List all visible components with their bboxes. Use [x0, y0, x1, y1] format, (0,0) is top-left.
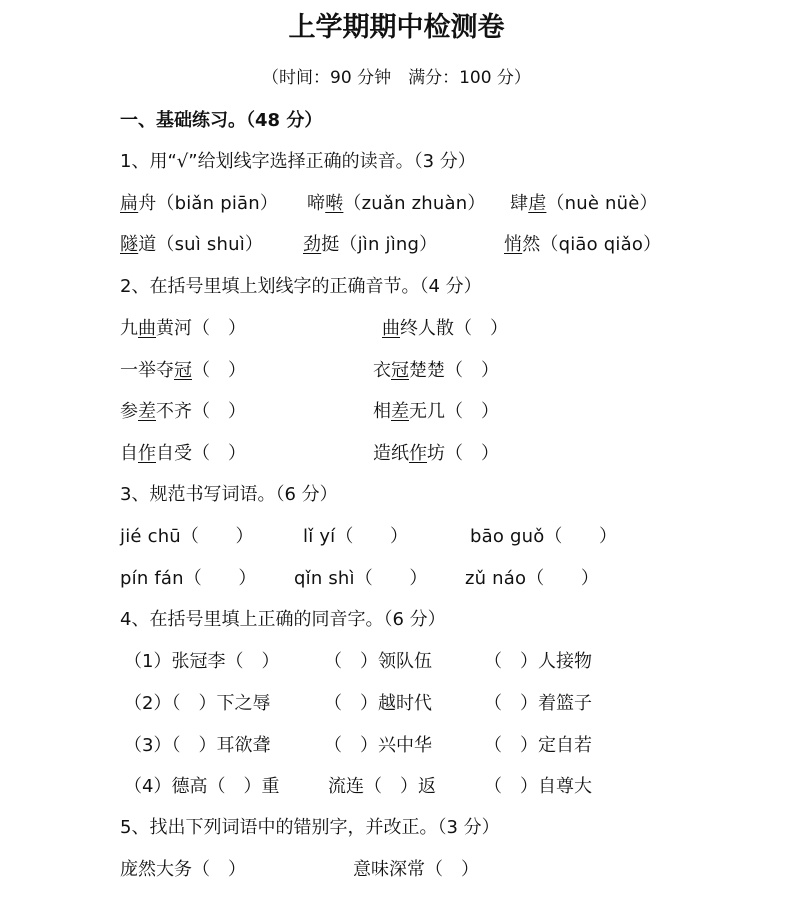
exam-time-info: （时间：90 分钟 满分：100 分） [262, 68, 531, 88]
q5-item: 意味深常（ ） [353, 859, 479, 880]
q4-item: （1）张冠李（ ） [124, 651, 280, 672]
q2-item [373, 362, 499, 380]
q1-item-rest: （nuè nüè） [546, 193, 658, 214]
q4-item: （ ）领队伍 [324, 651, 432, 672]
q1-item-rest: （zuǎn zhuàn） [343, 193, 486, 214]
q2-item-underlined-char: 作 [409, 443, 427, 464]
question-2-prompt: 2、在括号里填上划线字的正确音节。（4 分） [120, 276, 482, 297]
question-5-prompt: 5、找出下列词语中的错别字，并改正。（3 分） [120, 817, 500, 838]
q1-item-underlined-char: 扁 [120, 193, 139, 214]
q2-item-pre: 相 [373, 401, 391, 422]
question-3-prompt: 3、规范书写词语。（6 分） [120, 484, 338, 505]
q2-item-pre: 九 [120, 318, 138, 339]
q3-pinyin-item: jié chū（ ） [120, 526, 254, 547]
page-title: 上学期期中检测卷 [288, 12, 505, 43]
q2-item-underlined-char: 冠 [391, 360, 409, 381]
q1-item-pre: 啼 [307, 193, 326, 214]
q1-item [504, 236, 661, 254]
q2-item-rest: 不齐（ ） [156, 401, 246, 422]
q1-item [510, 195, 658, 213]
q2-item [373, 403, 499, 421]
q1-item-rest: 挺（jìn jìng） [321, 234, 438, 255]
q2-item [120, 320, 246, 338]
q1-item [307, 195, 486, 213]
section-heading-basics: 一、基础练习。（48 分） [120, 110, 323, 131]
question-1-prompt: 1、用“√”给划线字选择正确的读音。（3 分） [120, 151, 476, 172]
question-4-prompt: 4、在括号里填上正确的同音字。（6 分） [120, 609, 446, 630]
q1-item-rest: 舟（biǎn piān） [138, 193, 279, 214]
q4-item: （ ）越时代 [324, 693, 432, 714]
q2-item-pre: 造纸 [373, 443, 409, 464]
q2-item-rest: 无几（ ） [409, 401, 499, 422]
q2-item [120, 403, 246, 421]
q1-item-pre: 肆 [510, 193, 529, 214]
q5-item: 庞然大务（ ） [120, 859, 246, 880]
q4-item: 流连（ ）返 [328, 776, 436, 797]
q2-item-underlined-char: 曲 [382, 318, 400, 339]
q1-item-underlined-char: 劲 [303, 234, 322, 255]
q1-item-rest: 然（qiāo qiǎo） [522, 234, 662, 255]
q1-item-underlined-char: 虐 [528, 193, 547, 214]
q2-item-pre: 一举夺 [120, 360, 174, 381]
q2-item-rest: （ ） [192, 360, 246, 381]
q2-item-rest: 黄河（ ） [156, 318, 246, 339]
q2-item-rest: 楚楚（ ） [409, 360, 499, 381]
q4-item: （ ）兴中华 [324, 735, 432, 756]
q3-pinyin-item: zǔ náo（ ） [465, 568, 600, 589]
q2-item-underlined-char: 曲 [138, 318, 156, 339]
q1-item-rest: 道（suì shuì） [138, 234, 264, 255]
q1-item-underlined-char: 啭 [325, 193, 344, 214]
q2-item [120, 362, 246, 380]
q1-item-underlined-char: 隧 [120, 234, 139, 255]
q1-item [120, 236, 263, 254]
q3-pinyin-item: qǐn shì（ ） [294, 568, 428, 589]
q3-pinyin-item: bāo guǒ（ ） [470, 526, 618, 547]
q2-item-underlined-char: 差 [138, 401, 156, 422]
q2-item-pre: 参 [120, 401, 138, 422]
q3-pinyin-item: pín fán（ ） [120, 568, 257, 589]
q4-item: （4）德高（ ）重 [124, 776, 280, 797]
q4-item: （3）（ ）耳欲聋 [124, 735, 271, 756]
q4-item: （ ）着篮子 [484, 693, 592, 714]
q4-item: （2）（ ）下之辱 [124, 693, 271, 714]
q4-item: （ ）人接物 [484, 651, 592, 672]
q2-item-underlined-char: 作 [138, 443, 156, 464]
q2-item-underlined-char: 冠 [174, 360, 192, 381]
q4-item: （ ）定自若 [484, 735, 592, 756]
q1-item [120, 195, 278, 213]
q1-item [303, 236, 437, 254]
q2-item-rest: 自受（ ） [156, 443, 246, 464]
q2-item [373, 445, 499, 463]
q1-item-underlined-char: 悄 [504, 234, 523, 255]
q2-item-underlined-char: 差 [391, 401, 409, 422]
q2-item-rest: 坊（ ） [427, 443, 499, 464]
q2-item-pre: 衣 [373, 360, 391, 381]
q2-item-pre: 自 [120, 443, 138, 464]
q3-pinyin-item: lǐ yí（ ） [303, 526, 409, 547]
q2-item-rest: 终人散（ ） [400, 318, 508, 339]
q4-item: （ ）自尊大 [484, 776, 592, 797]
q2-item [120, 445, 246, 463]
q2-item [382, 320, 508, 338]
